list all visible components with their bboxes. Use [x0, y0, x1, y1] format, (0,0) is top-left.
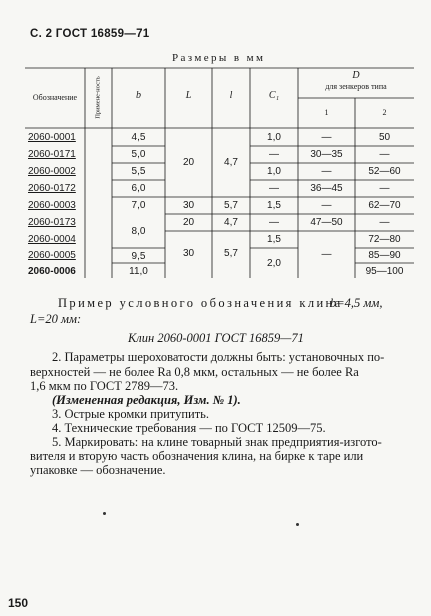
l-cell: 5,7 [224, 200, 238, 211]
code-cell: 2060-0173 [28, 217, 76, 228]
b-cell: 5,5 [131, 166, 146, 177]
amendment-note: (Измененная редакция, Изм. № 1). [52, 393, 241, 407]
col-header-L: L [185, 90, 192, 101]
c1-cell: — [269, 183, 279, 194]
b-cell: 11,0 [129, 266, 148, 277]
c1-cell: — [269, 217, 279, 228]
col-header-b: b [136, 90, 141, 101]
d2-cell: 95—100 [365, 266, 404, 277]
d2-cell: 85—90 [368, 250, 401, 261]
c1-cell: 2,0 [267, 258, 281, 269]
table-caption: Размеры в мм [172, 52, 266, 64]
page-header: С. 2 ГОСТ 16859—71 [30, 28, 150, 40]
page-number: 150 [8, 596, 29, 610]
l-cell: 4,7 [224, 217, 238, 228]
col-header-d: D [352, 70, 360, 81]
d1-cell: — [321, 132, 332, 143]
L-cell: 30 [182, 248, 195, 259]
b-cell: 4,5 [131, 132, 146, 143]
c1-cell: 1,5 [267, 234, 281, 245]
d2-cell: 52—60 [368, 166, 401, 177]
L-cell: 30 [182, 200, 195, 211]
d1-cell: — [321, 166, 332, 177]
example-title: Пример условного обозначения клина [58, 296, 343, 310]
code-cell: 2060-0002 [28, 166, 76, 177]
d2-cell: 62—70 [368, 200, 401, 211]
c1-cell: 1,0 [267, 166, 281, 177]
L-cell: 20 [182, 217, 195, 228]
code-cell: 2060-0172 [28, 183, 76, 194]
col-header-l: l [229, 90, 233, 101]
designation-formula: Клин 2060-0001 ГОСТ 16859—71 [128, 331, 304, 345]
c1-cell: — [269, 149, 279, 160]
code-cell: 2060-0003 [28, 200, 76, 211]
col-header-designation: Обозначение [32, 93, 78, 102]
col-header-type1: 1 [324, 108, 329, 117]
code-cell: 2060-0004 [28, 234, 76, 245]
d1-cell: — [321, 200, 332, 211]
d2-cell: 72—80 [368, 234, 401, 245]
scan-speck [296, 523, 299, 526]
b-cell: 5,0 [131, 149, 146, 160]
d2-cell: — [379, 183, 390, 194]
paragraph-5-line1: 5. Маркировать: на клине товарный знак предприятия-изгото- [52, 435, 382, 449]
paragraph-5-line3: упаковке — обозначение. [30, 463, 166, 477]
paragraph-2-line1: 2. Параметры шероховатости должны быть: установочных по- [52, 350, 385, 364]
b-cell: 6,0 [131, 183, 146, 194]
example-L: L=20 мм: [30, 312, 82, 326]
col-header-type2: 2 [382, 108, 387, 117]
l-cell: 4,7 [224, 157, 238, 168]
paragraph-2-line2: верхностей — не более Ra 0,8 мкм, остальных — не более Ra [30, 365, 359, 379]
d2-cell: — [379, 217, 390, 228]
d2-cell: — [379, 149, 390, 160]
b-cell: 7,0 [131, 200, 146, 211]
L-cell: 20 [182, 157, 195, 168]
code-cell: 2060-0005 [28, 250, 76, 261]
d1-cell: — [321, 249, 332, 260]
col-header-applicability: Примене-ность [94, 76, 102, 119]
code-cell: 2060-0001 [28, 132, 76, 143]
code-cell: 2060-0006 [28, 266, 76, 277]
code-cell: 2060-0171 [28, 149, 76, 160]
d1-cell: 36—45 [310, 183, 343, 194]
l-cell: 5,7 [224, 248, 238, 259]
paragraph-5-line2: вителя и вторую часть обозначения клина, на бирке к таре или [30, 449, 364, 463]
b-cell: 8,0 [131, 226, 146, 237]
c1-cell: 1,5 [267, 200, 281, 211]
col-header-d-sub: для зенкеров типа [325, 82, 387, 91]
paragraph-4: 4. Технические требования — по ГОСТ 12509—75. [52, 421, 326, 435]
d1-cell: 47—50 [310, 217, 343, 228]
c1-cell: 1,0 [267, 132, 281, 143]
paragraph-3: 3. Острые кромки притупить. [52, 407, 209, 421]
scan-speck [103, 512, 106, 515]
example-values: b=4,5 мм, [330, 296, 383, 310]
paragraph-2-line3: 1,6 мкм по ГОСТ 2789—73. [30, 379, 179, 393]
b-cell: 9,5 [131, 251, 146, 262]
col-header-c1: C₁ [268, 90, 280, 101]
d2-cell: 50 [378, 132, 391, 143]
d1-cell: 30—35 [310, 149, 343, 160]
